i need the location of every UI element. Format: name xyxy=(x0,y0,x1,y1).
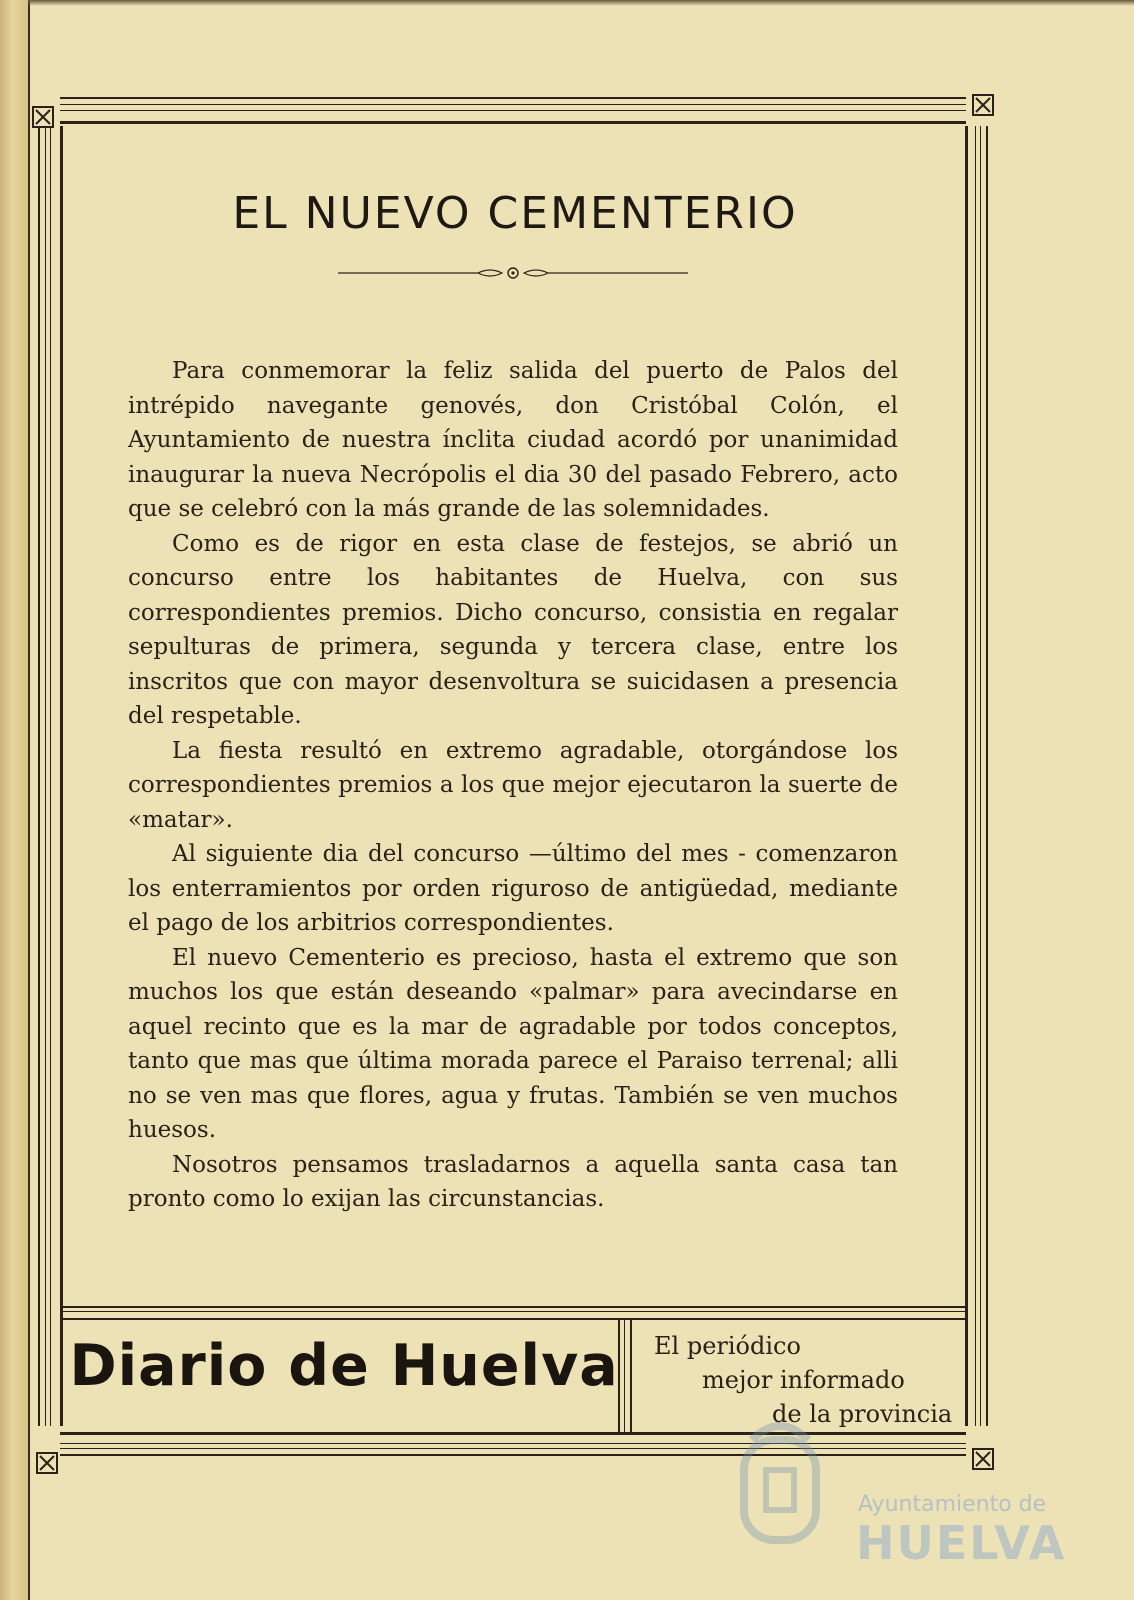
article-paragraph: Para conmemorar la feliz salida del puerto de Palos del intrépido navegante genovés, don Cristóbal Colón, el Ayuntamiento de nuestra ínclita ciudad acordó por unanimidad inaugurar la nueva Necrópolis el dia 30 del pasado Febrero, acto que se celebró con la más grande de las solemnidades. xyxy=(128,358,898,522)
watermark-line-1: Ayuntamiento de xyxy=(858,1492,1047,1517)
book-binding xyxy=(0,0,30,1600)
article-paragraph: Como es de rigor en esta clase de festejos, se abrió un concurso entre los habitantes de Huelva, con sus correspondientes premios. Dicho concurso, consistia en regalar sepulturas de primera, segunda y tercera clase, entre los inscritos que con mayor desenvoltura se suicidasen a presencia del respetable. xyxy=(128,530,898,729)
corner-ornament-top-left xyxy=(32,106,54,128)
corner-ornament-top-right xyxy=(972,94,994,116)
article-paragraph: Al siguiente dia del concurso —último del mes - comenzaron los enterramientos por orden riguroso de antigüedad, mediante el pago de los arbitrios correspondientes. xyxy=(128,841,898,936)
newspaper-name: Diario de Huelva xyxy=(69,1333,619,1399)
page-edge-shadow xyxy=(28,0,1134,6)
city-seal-watermark-icon xyxy=(730,1410,830,1560)
corner-ornament-bottom-left xyxy=(36,1452,58,1474)
watermark-line-2: HUELVA xyxy=(856,1516,1067,1570)
slogan-line-2: mejor informado xyxy=(702,1366,905,1394)
title-flourish-icon xyxy=(338,266,688,280)
corner-ornament-bottom-right xyxy=(972,1448,994,1470)
slogan-line-3: de la provincia xyxy=(772,1400,953,1428)
article-paragraph: El nuevo Cementerio es precioso, hasta el extremo que son muchos los que están deseando «palmar» para avecindarse en aquel recinto que es la mar de agradable por todos conceptos, tanto que mas que última morada parece el Paraiso terrenal; alli no se ven mas que flores, agua y frutas. También se ven muchos huesos. xyxy=(128,944,898,1143)
slogan-line-1: El periódico xyxy=(654,1332,801,1360)
article-body xyxy=(128,354,898,1217)
article-title: EL NUEVO CEMENTERIO xyxy=(232,188,798,239)
article-paragraph: La fiesta resultó en extremo agradable, otorgándose los correspondientes premios a los que mejor ejecutaron la suerte de «matar». xyxy=(128,737,898,833)
article-paragraph: Nosotros pensamos trasladarnos a aquella santa casa tan pronto como lo exijan las circunstancias. xyxy=(128,1151,898,1212)
